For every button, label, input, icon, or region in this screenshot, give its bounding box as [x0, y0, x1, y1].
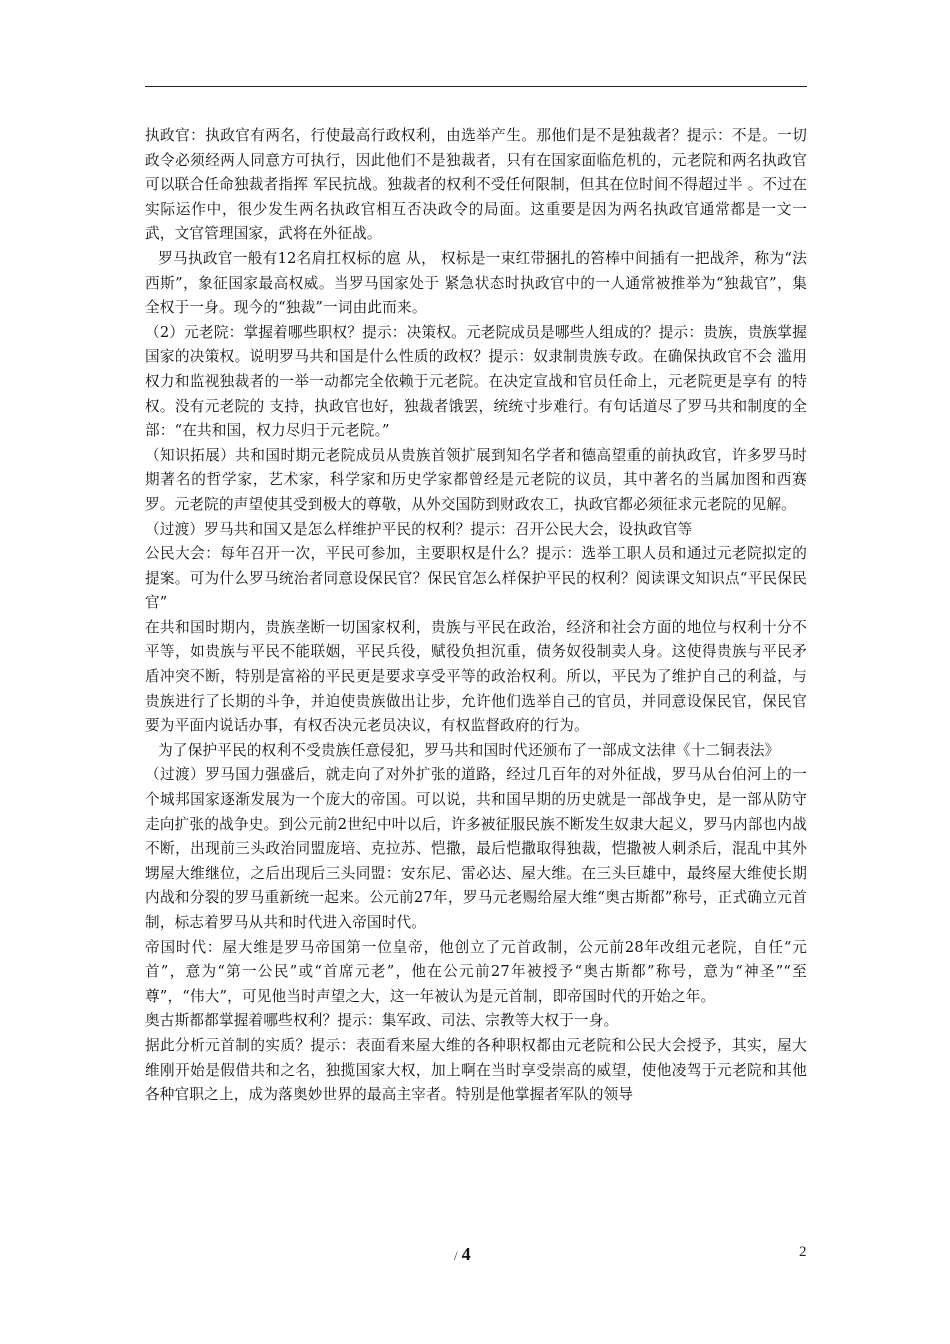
paragraph-knowledge-extension: （知识拓展）共和国时期元老院成员从贵族首领扩展到知名学者和德高望重的前执政官，许多罗马时期著名的哲学家，艺术家，科学家和历史学家都曾经是元老院的议员，其中著名的当属加图和西赛罗。元老院的声望使其受到极大的尊敬，从外交国防到财政农工，执政官都必须征求元老院的见解。 — [145, 446, 807, 513]
paragraph-fasces: 罗马执政官一般有12名肩扛权标的扈 从， 权标是一束红带捆扎的笞棒中间插有一把战斧，称为“法西斯”，象征国家最高权威。当罗马国家处于 紧急状态时执政官中的一人通常被推举为“独裁官”，集全权于一身。现今的“独裁”一词由此而来。 — [145, 249, 807, 317]
page-number: 2 — [799, 1244, 807, 1260]
paragraph-augustus-powers: 奥古斯都都掌握着哪些权利？提示：集军政、司法、宗教等大权于一身。 — [145, 1012, 619, 1030]
page-count — [454, 1244, 471, 1265]
paragraph-expansion: （过渡）罗马国力强盛后，就走向了对外扩张的道路，经过几百年的对外征战，罗马从台伯河上的一个城邦国家逐渐发展为一个庞大的帝国。可以说，共和国早期的历史就是一部战争史，是一部从防守走向扩张的战争史。到公元前2世纪中叶以后，许多被征服民族不断发生奴隶大起义，罗马内部也内战不断，出现前三头政治同盟庞培、克拉苏、恺撒，最后恺撒取得独裁，恺撒被人刺杀后，混乱中其外甥屋大维继位，之后出现后三头同盟：安东尼、雷必达、屋大维。在三头巨雄中，最终屋大维使长期内战和分裂的罗马重新统一起来。公元前27年，罗马元老赐给屋大维“奥古斯都”称号，正式确立元首制，标志着罗马从共和时代进入帝国时代。 — [145, 766, 807, 931]
document-body — [145, 124, 807, 1108]
pager-total: 4 — [461, 1244, 471, 1264]
header-rule — [145, 86, 807, 87]
paragraph-senate: （2）元老院：掌握着哪些职权？提示：决策权。元老院成员是哪些人组成的？提示：贵族，贵族掌握国家的决策权。说明罗马共和国是什么性质的政权？提示：奴隶制贵族专政。在确保执政官不会 滥用权力和监视独裁者的一举一动都完全依赖于元老院。在决定宣战和官员任命上，元老院更是享有 的特权。没有元老院的 支持，执政官也好，独裁者饿罢，统统寸步难行。有句话道尽了罗马共和制度的全部：“在共和国，权力尽归于元老院。” — [145, 323, 807, 440]
paragraph-consuls: 执政官：执政官有两名，行使最高行政权利，由选举产生。那他们是不是独裁者？提示：不是。一切政令必须经两人同意方可执行，因此他们不是独裁者，只有在国家面临危机的，元老院和两名执政官可以联合任命独裁者指挥 军民抗战。独裁者的权利不受任何限制，但其在位时间不得超过半 。不过在实际运作中，很少发生两名执政官相互否决政令的局面。这重要是因为两名执政官通常都是一文一武，文官管理国家，武将在外征战。 — [145, 127, 807, 243]
page-footer — [0, 1244, 950, 1274]
paragraph-principate-essence: 据此分析元首制的实质？提示：表面看来屋大维的各种职权都由元老院和公民大会授予，其实，屋大维刚开始是假借共和之名，独揽国家大权，加上啊在当时享受崇高的威望，使他凌驾于元老院和其他各种官职之上，成为落奥妙世界的最高主宰者。特别是他掌握者军队的领导 — [145, 1036, 807, 1104]
pager-slash: / — [454, 1248, 458, 1263]
paragraph-twelve-tables: 为了保护平民的权利不受贵族任意侵犯，罗马共和国时代还颁布了一部成文法律《十二铜表法》 — [158, 741, 780, 759]
paragraph-imperial-era: 帝国时代：屋大维是罗马帝国第一位皇帝，他创立了元首政制，公元前28年改组元老院，自任“元首”，意为“第一公民”或“首席元老”，他在公元前27年被授予“奥古斯都”称号，意为“神圣”“至尊”，“伟大”，可见他当时声望之大，这一年被认为是元首制，即帝国时代的开始之年。 — [145, 938, 807, 1005]
paragraph-citizens-assembly: 公民大会：每年召开一次，平民可参加，主要职权是什么？提示：选举工职人员和通过元老院拟定的提案。可为什么罗马统治者同意设保民官？保民官怎么样保护平民的权利？阅读课文知识点“平民保民官” — [145, 545, 807, 612]
paragraph-tribunes: 在共和国时期内，贵族垄断一切国家权利，贵族与平民在政治，经济和社会方面的地位与权利十分不平等，如贵族与平民不能联姻，平民兵役，赋役负担沉重，债务奴役制卖人身。这使得贵族与平民矛盾冲突不断，特别是富裕的平民更是要求享受平等的政治权利。所以，平民为了维护自己的利益，与贵族进行了长期的斗争，并迫使贵族做出让步，允许他们选举自己的官员，并同意设保民官，保民官要为平面内说话办事，有权否决元老员决议，有权监督政府的行为。 — [145, 618, 807, 735]
paragraph-transition-plebeians: （过渡）罗马共和国又是怎么样维护平民的权利？提示：召开公民大会，设执政官等 — [145, 520, 693, 538]
